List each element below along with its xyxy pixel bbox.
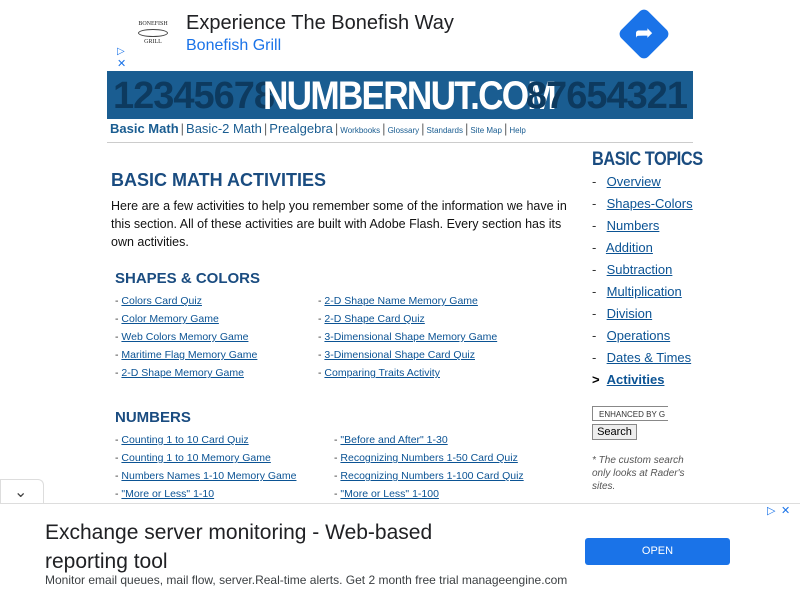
- list-bullet: -: [115, 452, 119, 464]
- top-nav: [110, 121, 690, 141]
- list-bullet: -: [115, 488, 119, 500]
- sidebar-link[interactable]: Numbers: [606, 218, 660, 233]
- activity-link[interactable]: Recognizing Numbers 1-100 Card Quiz: [340, 470, 524, 482]
- nav-separator: |: [421, 121, 425, 136]
- list-item: [334, 431, 524, 449]
- activity-link[interactable]: Color Memory Game: [121, 313, 219, 325]
- list-bullet: -: [318, 349, 322, 361]
- activity-link[interactable]: Recognizing Numbers 1-50 Card Quiz: [340, 452, 518, 464]
- list-bullet: -: [334, 488, 338, 500]
- sidebar-item-division: [592, 303, 693, 325]
- search-input[interactable]: ENHANCED BY G: [592, 406, 668, 421]
- nav-glossary[interactable]: Glossary: [387, 126, 420, 135]
- sidebar-link[interactable]: Dates & Times: [606, 350, 692, 365]
- sidebar-item-subtraction: [592, 259, 693, 281]
- ad-collapse-tab[interactable]: [0, 479, 44, 503]
- site-banner[interactable]: [107, 71, 693, 119]
- list-bullet: -: [115, 349, 119, 361]
- sidebar-link[interactable]: Operations: [606, 328, 671, 343]
- list-item: [334, 449, 524, 467]
- ad-open-button[interactable]: OPEN: [585, 538, 730, 565]
- sidebar-title: BASIC TOPICS: [592, 149, 703, 170]
- numbers-list-right: [334, 431, 524, 503]
- list-item: [115, 431, 296, 449]
- numbers-list-left: [115, 431, 296, 503]
- list-bullet: -: [115, 367, 119, 379]
- section-title-shapes-colors: SHAPES & COLORS: [115, 270, 261, 287]
- intro-text: Here are a few activities to help you remember some of the information we have in this section. All of these activities are built with Adobe Flash. Every section has its own activities.: [111, 199, 567, 249]
- list-bullet: -: [334, 452, 338, 464]
- list-bullet: -: [592, 218, 597, 233]
- list-item: [334, 485, 524, 503]
- list-bullet: -: [318, 295, 322, 307]
- sidebar-item-shapes-colors: [592, 193, 693, 215]
- nav-separator: |: [464, 121, 469, 136]
- activity-link[interactable]: Numbers Names 1-10 Memory Game: [121, 470, 297, 482]
- list-item: [115, 310, 257, 328]
- list-bullet: -: [592, 306, 597, 321]
- list-item: [318, 364, 497, 382]
- ad-description: Monitor email queues, mail flow, server.Real-time alerts. Get 2 month free trial manageengine.com: [45, 573, 568, 587]
- close-icon[interactable]: ✕: [781, 504, 791, 517]
- logo-line2: GRILL: [144, 39, 162, 45]
- list-bullet: -: [318, 331, 322, 343]
- nav-standards[interactable]: Standards: [426, 126, 463, 135]
- sidebar-topics: [592, 171, 693, 391]
- logo-line1: BONEFISH: [138, 21, 168, 27]
- list-bullet: -: [592, 328, 597, 343]
- nav-separator: |: [334, 121, 339, 136]
- list-bullet: -: [592, 284, 597, 299]
- list-bullet: -: [318, 313, 322, 325]
- list-item: [115, 364, 257, 382]
- ad-advertiser[interactable]: Bonefish Grill: [186, 37, 282, 54]
- banner-digits-left: 12345678: [113, 75, 275, 117]
- chevron-down-icon[interactable]: ⌄: [14, 482, 28, 501]
- adchoices-icon[interactable]: ▷: [767, 504, 776, 517]
- activity-link[interactable]: "More or Less" 1-100: [340, 488, 439, 500]
- section-title-numbers: NUMBERS: [115, 409, 191, 426]
- activity-link[interactable]: 2-D Shape Card Quiz: [324, 313, 425, 325]
- nav-basic-math[interactable]: Basic Math: [110, 121, 179, 136]
- nav-separator: |: [263, 121, 268, 136]
- activity-link[interactable]: Counting 1 to 10 Memory Game: [121, 452, 271, 464]
- sidebar-item-dates-times: [592, 347, 693, 369]
- list-bullet: -: [115, 434, 119, 446]
- list-bullet: -: [592, 240, 597, 255]
- activity-link[interactable]: 2-D Shape Name Memory Game: [324, 295, 478, 307]
- list-item: [115, 292, 257, 310]
- site-logo[interactable]: NUMBERNUT.COM: [263, 74, 555, 118]
- list-bullet: -: [115, 470, 119, 482]
- page-title: BASIC MATH ACTIVITIES: [111, 170, 326, 190]
- nav-separator: |: [180, 121, 185, 136]
- banner-digits-right: 87654321: [525, 75, 687, 117]
- bottom-ad-banner[interactable]: [0, 503, 800, 601]
- activity-link[interactable]: 3-Dimensional Shape Card Quiz: [324, 349, 475, 361]
- list-item: [318, 328, 497, 346]
- list-bullet: -: [115, 313, 119, 325]
- sidebar-item-multiplication: [592, 281, 693, 303]
- sidebar-link[interactable]: Activities: [606, 372, 665, 387]
- list-bullet: -: [592, 350, 597, 365]
- list-bullet: -: [115, 331, 119, 343]
- directions-arrow-icon[interactable]: ➦: [634, 21, 654, 46]
- list-bullet: -: [592, 174, 597, 189]
- ad-headline[interactable]: Experience The Bonefish Way: [186, 12, 454, 34]
- nav-prealgebra[interactable]: Prealgebra: [269, 121, 333, 136]
- nav-divider: [107, 142, 693, 143]
- sidebar-link[interactable]: Subtraction: [606, 262, 673, 277]
- sidebar-item-overview: [592, 171, 693, 193]
- activity-link[interactable]: Colors Card Quiz: [121, 295, 202, 307]
- list-item: [115, 328, 257, 346]
- list-item: [318, 310, 497, 328]
- sidebar-item-operations: [592, 325, 693, 347]
- list-item: [115, 346, 257, 364]
- sidebar-link[interactable]: Shapes-Colors: [606, 196, 693, 211]
- nav-site-map[interactable]: Site Map: [470, 126, 502, 135]
- list-bullet: -: [115, 295, 119, 307]
- nav-workbooks[interactable]: Workbooks: [340, 126, 381, 135]
- list-item: [115, 485, 296, 503]
- activity-link[interactable]: "Before and After" 1-30: [340, 434, 448, 446]
- list-bullet: -: [318, 367, 322, 379]
- ad-headline[interactable]: Exchange server monitoring - Web-based reporting tool: [45, 521, 433, 573]
- search-button[interactable]: Search: [592, 424, 637, 440]
- activity-link[interactable]: 2-D Shape Memory Game: [121, 367, 244, 379]
- sidebar-link[interactable]: Division: [606, 306, 653, 321]
- list-item: [318, 292, 497, 310]
- activity-link[interactable]: Comparing Traits Activity: [324, 367, 440, 379]
- list-item: [334, 467, 524, 485]
- top-ad-banner[interactable]: [115, 0, 685, 71]
- activity-link[interactable]: Counting 1 to 10 Card Quiz: [121, 434, 249, 446]
- list-bullet: -: [334, 434, 338, 446]
- activity-link[interactable]: 3-Dimensional Shape Memory Game: [324, 331, 498, 343]
- activity-link[interactable]: Maritime Flag Memory Game: [121, 349, 258, 361]
- adchoices-icon[interactable]: ▷: [117, 46, 125, 57]
- nav-basic-2-math[interactable]: Basic-2 Math: [186, 121, 262, 136]
- sidebar-link[interactable]: Multiplication: [606, 284, 682, 299]
- search-note: * The custom search only looks at Rader's sites.: [592, 455, 685, 492]
- sidebar-item-activities: [592, 369, 693, 391]
- nav-separator: |: [503, 121, 508, 136]
- activity-link[interactable]: Web Colors Memory Game: [121, 331, 249, 343]
- nav-help[interactable]: Help: [509, 126, 526, 135]
- activity-link[interactable]: "More or Less" 1-10: [121, 488, 215, 500]
- sidebar-link[interactable]: Addition: [605, 240, 653, 255]
- sidebar-link[interactable]: Overview: [606, 174, 661, 189]
- sidebar-item-numbers: [592, 215, 693, 237]
- bonefish-logo: [135, 20, 171, 48]
- list-item: [318, 346, 497, 364]
- close-icon[interactable]: ✕: [117, 57, 127, 70]
- list-bullet: -: [592, 196, 597, 211]
- current-marker: >: [592, 372, 600, 387]
- list-item: [115, 449, 296, 467]
- shapes-colors-list-left: [115, 292, 257, 382]
- nav-separator: |: [382, 121, 386, 136]
- shapes-colors-list-right: [318, 292, 497, 382]
- fish-logo-icon: [138, 29, 168, 37]
- list-bullet: -: [334, 470, 338, 482]
- sidebar-item-addition: [592, 237, 693, 259]
- list-item: [115, 467, 296, 485]
- list-bullet: -: [592, 262, 597, 277]
